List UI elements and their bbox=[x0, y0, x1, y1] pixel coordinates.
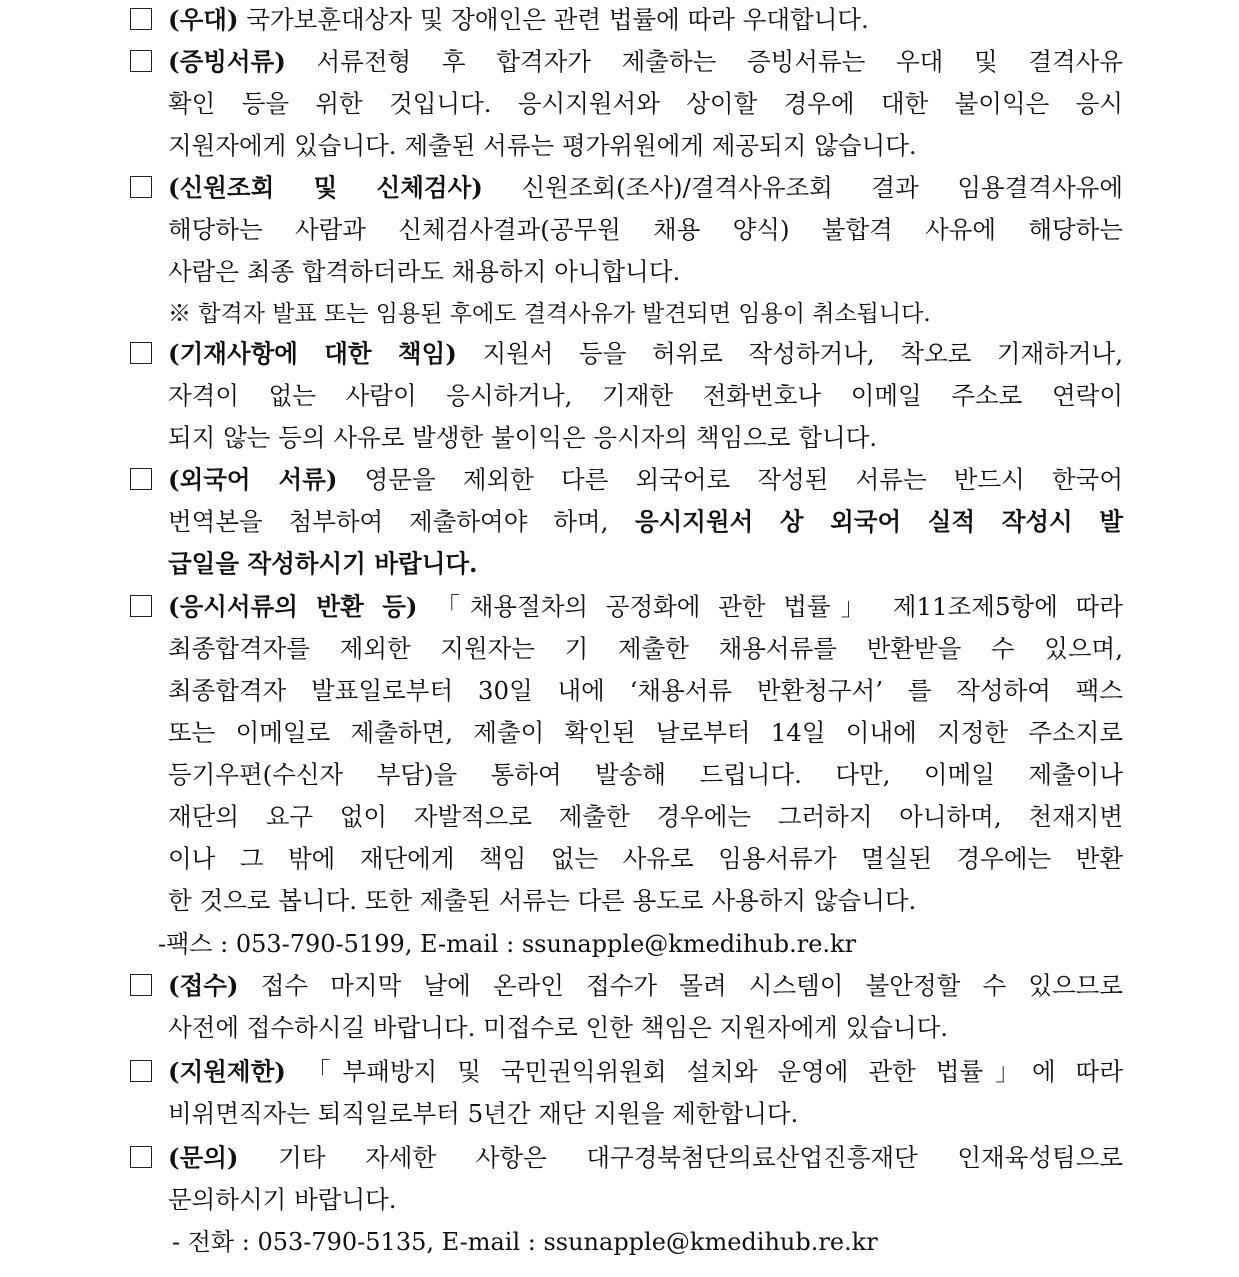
note-text: ※ 합격자 발표 또는 임용된 후에도 결격사유가 발견되면 임용이 취소됩니다. bbox=[168, 301, 931, 327]
text-line: 되지 않는 등의 사유로 발생한 불이익은 응시자의 책임으로 합니다. bbox=[168, 423, 878, 452]
text-line: 번역본을 첨부하여 제출하여야 하며, 응시지원서 상 외국어 실적 작성시 발 bbox=[168, 507, 1123, 536]
text-line: 지원자에게 있습니다. 제출된 서류는 평가위원에게 제공되지 않습니다. bbox=[168, 131, 917, 160]
checkbox-icon bbox=[130, 176, 152, 198]
text-line: (외국어 서류) 영문을 제외한 다른 외국어로 작성된 서류는 반드시 한국어 bbox=[168, 465, 1123, 494]
text-line: (신원조회 및 신체검사) 신원조회(조사)/결격사유조회 결과 임용결격사유에 bbox=[168, 173, 1124, 202]
text-line: 최종합격자 발표일로부터 30일 내에 ‘채용서류 반환청구서’ 를 작성하여 팩스 bbox=[168, 676, 1123, 705]
checkbox-icon bbox=[130, 595, 152, 617]
fax-contact: -팩스 : 053-790-5199, E-mail : ssunapple@kmedihub.re.kr bbox=[158, 930, 857, 958]
text-line: 급일을 작성하시기 바랍니다. bbox=[168, 549, 478, 578]
text-line: 확인 등을 위한 것입니다. 응시지원서와 상이할 경우에 대한 불이익은 응시 bbox=[168, 89, 1123, 118]
checkbox-icon bbox=[130, 974, 152, 996]
text-line: (문의) 기타 자세한 사항은 대구경북첨단의료산업진흥재단 인재육성팀으로 bbox=[168, 1143, 1123, 1172]
text-line: 문의하시기 바랍니다. bbox=[168, 1185, 397, 1214]
text-line: 이나 그 밖에 재단에게 책임 없는 사유로 임용서류가 멸실된 경우에는 반환 bbox=[168, 844, 1123, 873]
text-line: (우대) 국가보훈대상자 및 장애인은 관련 법률에 따라 우대합니다. bbox=[168, 5, 869, 34]
text-line: (증빙서류) 서류전형 후 합격자가 제출하는 증빙서류는 우대 및 결격사유 bbox=[168, 47, 1123, 76]
text-line: (응시서류의 반환 등) 「채용절차의 공정화에 관한 법률」 제11조제5항에 따라 bbox=[168, 592, 1123, 621]
text-line: 자격이 없는 사람이 응시하거나, 기재한 전화번호나 이메일 주소로 연락이 bbox=[168, 381, 1123, 410]
text-line: 재단의 요구 없이 자발적으로 제출한 경우에는 그러하지 아니하며, 천재지변 bbox=[168, 802, 1123, 831]
text-line: 한 것으로 봅니다. 또한 제출된 서류는 다른 용도로 사용하지 않습니다. bbox=[168, 886, 917, 915]
text-line: (기재사항에 대한 책임) 지원서 등을 허위로 작성하거나, 착오로 기재하거나, bbox=[168, 339, 1123, 368]
checkbox-icon bbox=[130, 1060, 152, 1082]
checkbox-icon bbox=[130, 342, 152, 364]
checkbox-icon bbox=[130, 8, 152, 30]
phone-contact: - 전화 : 053-790-5135, E-mail : ssunapple@kmedihub.re.kr bbox=[172, 1228, 878, 1256]
text-line: 또는 이메일로 제출하면, 제출이 확인된 날로부터 14일 이내에 지정한 주소지로 bbox=[168, 718, 1123, 747]
text-line: (지원제한) 「부패방지 및 국민권익위원회 설치와 운영에 관한 법률」에 따라 bbox=[168, 1057, 1123, 1086]
text-line: 등기우편(수신자 부담)을 통하여 발송해 드립니다. 다만, 이메일 제출이나 bbox=[168, 760, 1123, 789]
checkbox-icon bbox=[130, 50, 152, 72]
text-line: 비위면직자는 퇴직일로부터 5년간 재단 지원을 제한합니다. bbox=[168, 1099, 799, 1128]
checkbox-icon bbox=[130, 468, 152, 490]
text-line: 사전에 접수하시길 바랍니다. 미접수로 인한 책임은 지원자에게 있습니다. bbox=[168, 1013, 949, 1042]
text-line: 사람은 최종 합격하더라도 채용하지 아니합니다. bbox=[168, 257, 681, 286]
checkbox-icon bbox=[130, 1146, 152, 1168]
text-line: (접수) 접수 마지막 날에 온라인 접수가 몰려 시스템이 불안정할 수 있으므로 bbox=[168, 971, 1123, 1000]
text-line: 최종합격자를 제외한 지원자는 기 제출한 채용서류를 반환받을 수 있으며, bbox=[168, 634, 1123, 663]
text-line: 해당하는 사람과 신체검사결과(공무원 채용 양식) 불합격 사유에 해당하는 bbox=[168, 215, 1123, 244]
